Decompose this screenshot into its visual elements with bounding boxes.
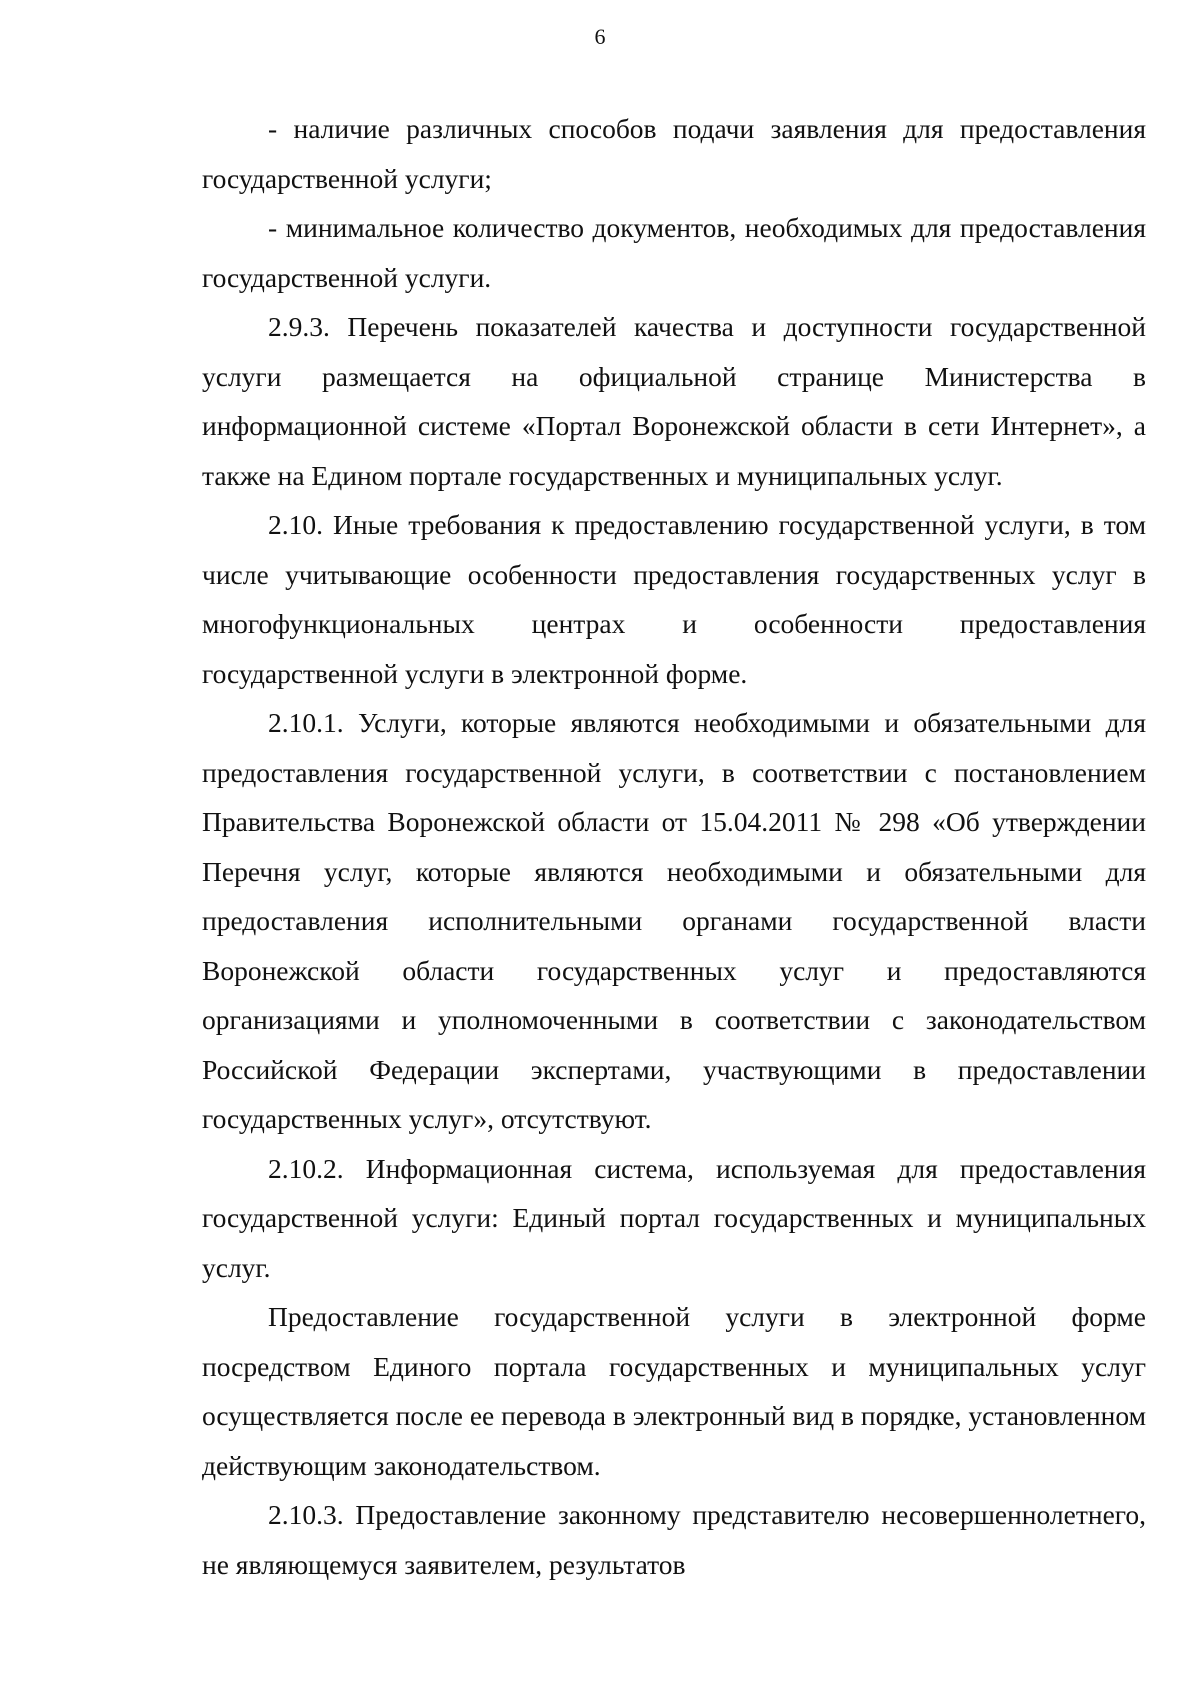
paragraph-minimum-documents: - минимальное количество документов, необходимых для предоставления государственной услуги.	[202, 212, 1146, 293]
page-number: 6	[594, 24, 606, 49]
paragraph-2-10-2: 2.10.2. Информационная система, используемая для предоставления государственной услуги: Единый портал государственных и муниципальных услуг.	[202, 1152, 1146, 1283]
paragraph-2-9-3: 2.9.3. Перечень показателей качества и доступности государственной услуги размещается на официальной странице Министерства в информационной системе «Портал Воронежской области в сети Интернет», а также на Едином портале государственных и муниципальных услуг.	[202, 311, 1146, 491]
paragraph-submission-methods: - наличие различных способов подачи заявления для предоставления государственной услуги;	[202, 113, 1146, 194]
paragraph-electronic-form: Предоставление государственной услуги в электронной форме посредством Единого портала государственных и муниципальных услуг осуществляется после ее перевода в электронный вид в порядке, установленном действующим законодательством.	[202, 1301, 1146, 1481]
paragraph-2-10-1: 2.10.1. Услуги, которые являются необходимыми и обязательными для предоставления государственной услуги, в соответствии с постановлением Правительства Воронежской области от 15.04.2011 № 298 «Об утверждении Перечня услуг, которые являются необходимыми и обязательными для предоставления исполнительными органами государственной власти Воронежской области государственных услуг и предоставляются организациями и уполномоченными в соответствии с законодательством Российской Федерации экспертами, участвующими в предоставлении государственных услуг», отсутствуют.	[202, 707, 1146, 1134]
paragraph-2-10: 2.10. Иные требования к предоставлению государственной услуги, в том числе учитывающие особенности предоставления государственных услуг в многофункциональных центрах и особенности предоставления государственной услуги в электронной форме.	[202, 509, 1146, 689]
paragraph-2-10-3: 2.10.3. Предоставление законному представителю несовершеннолетнего, не являющемуся заявителем, результатов	[202, 1499, 1146, 1580]
document-body	[202, 104, 1146, 1589]
